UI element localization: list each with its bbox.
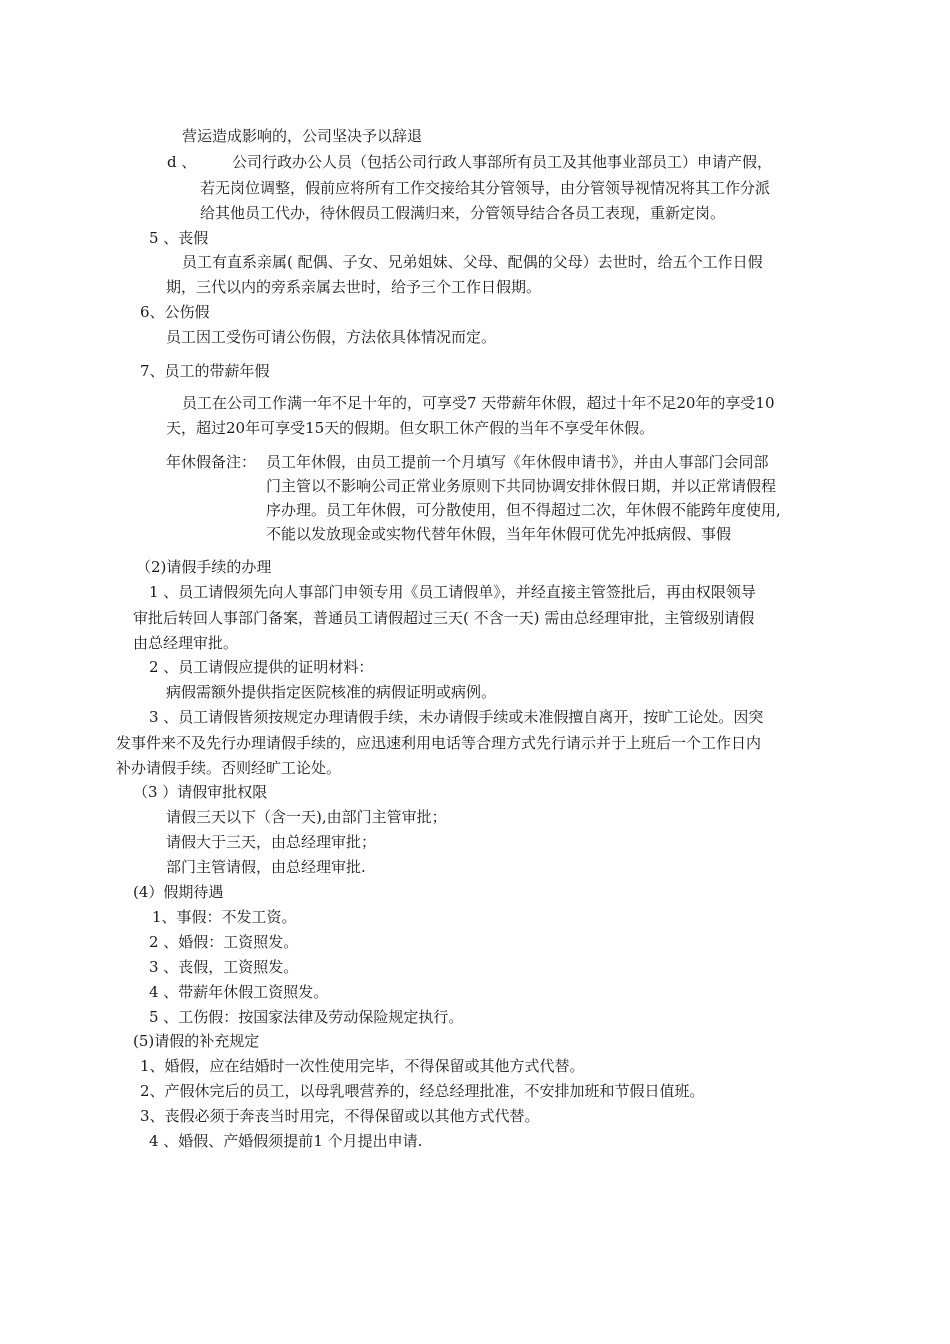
text-line: 1、事假：不发工资。	[152, 908, 297, 926]
text-line: 若无岗位调整，假前应将所有工作交接给其分管领导，由分管领导视情况将其工作分派	[200, 179, 771, 197]
text-line: 3 、员工请假皆须按规定办理请假手续，未办请假手续或未准假擅自离开，按旷工论处。因突	[149, 708, 764, 726]
text-line: 3、丧假必须于奔丧当时用完，不得保留或以其他方式代替。	[140, 1107, 540, 1125]
text-line: 序办理。员工年休假，可分散使用，但不得超过二次，年休假不能跨年度使用,	[266, 501, 781, 519]
text-line: 员工在公司工作满一年不足十年的，可享受7 天带薪年休假，超过十年不足20年的享受10	[182, 394, 775, 412]
text-line: 不能以发放现金或实物代替年休假，当年年休假可优先冲抵病假、事假	[266, 525, 732, 543]
section-heading: 6、公伤假	[140, 303, 210, 321]
section-heading: （2)请假手续的办理	[136, 558, 272, 576]
text-line: 给其他员工代办，待休假员工假满归来，分管领导结合各员工表现，重新定岗。	[200, 204, 726, 222]
text-line: 天，超过20年可享受15天的假期。但女职工休产假的当年不享受年休假。	[166, 419, 655, 437]
text-line: 公司行政办公人员（包括公司行政人事部所有员工及其他事业部员工）申请产假，	[232, 153, 773, 171]
list-marker: d 、	[167, 153, 197, 171]
note-label: 年休假备注：	[166, 453, 257, 471]
text-line: 员工年休假，由员工提前一个月填写《年休假申请书》，并由人事部门会同部	[266, 453, 769, 471]
text-line: 4 、带薪年休假工资照发。	[149, 983, 329, 1001]
section-heading: （3 ）请假审批权限	[133, 783, 268, 801]
text-line: 1、婚假，应在结婚时一次性使用完毕，不得保留或其他方式代替。	[140, 1057, 585, 1075]
text-line: 请假三天以下（含一天),由部门主管审批；	[166, 808, 447, 826]
text-line: 门主管以不影响公司正常业务原则下共同协调安排休假日期，并以正常请假程	[266, 477, 777, 495]
text-line: 审批后转回人事部门备案，普通员工请假超过三天( 不含一天) 需由总经理审批，主管级别请假	[133, 609, 755, 627]
text-line: 员工有直系亲属( 配偶、子女、兄弟姐妹、父母、配偶的父母）去世时，给五个工作日假	[182, 253, 763, 271]
text-line: 2 、员工请假应提供的证明材料：	[149, 658, 374, 676]
text-line: 请假大于三天，由总经理审批；	[166, 833, 377, 851]
section-heading: 5 、丧假	[149, 229, 209, 247]
section-heading: (4）假期待遇	[133, 883, 224, 901]
text-line: 发事件来不及先行办理请假手续的，应迅速利用电话等合理方式先行请示并于上班后一个工作日内	[116, 734, 762, 752]
text-line: 5 、工伤假：按国家法律及劳动保险规定执行。	[149, 1008, 464, 1026]
text-line: 2 、婚假：工资照发。	[149, 933, 299, 951]
text-line: 补办请假手续。否则经旷工论处。	[116, 759, 342, 777]
section-heading: 7、员工的带薪年假	[140, 362, 270, 380]
section-heading: (5)请假的补充规定	[133, 1032, 260, 1050]
text-line: 部门主管请假，由总经理审批.	[166, 858, 366, 876]
text-line: 3 、丧假，工资照发。	[149, 958, 299, 976]
text-line: 由总经理审批。	[133, 634, 239, 652]
text-line: 病假需额外提供指定医院核准的病假证明或病例。	[166, 683, 497, 701]
text-line: 营运造成影响的，公司坚决予以辞退	[182, 127, 423, 145]
text-line: 2、产假休完后的员工，以母乳喂营养的，经总经理批准，不安排加班和节假日值班。	[140, 1082, 705, 1100]
text-line: 1 、员工请假须先向人事部门申领专用《员工请假单》，并经直接主管签批后，再由权限领导	[149, 583, 756, 601]
text-line: 4 、婚假、产婚假须提前1 个月提出申请.	[149, 1132, 423, 1150]
text-line: 员工因工受伤可请公伤假，方法依具体情况而定。	[166, 328, 497, 346]
text-line: 期，三代以内的旁系亲属去世时，给予三个工作日假期。	[166, 278, 542, 296]
